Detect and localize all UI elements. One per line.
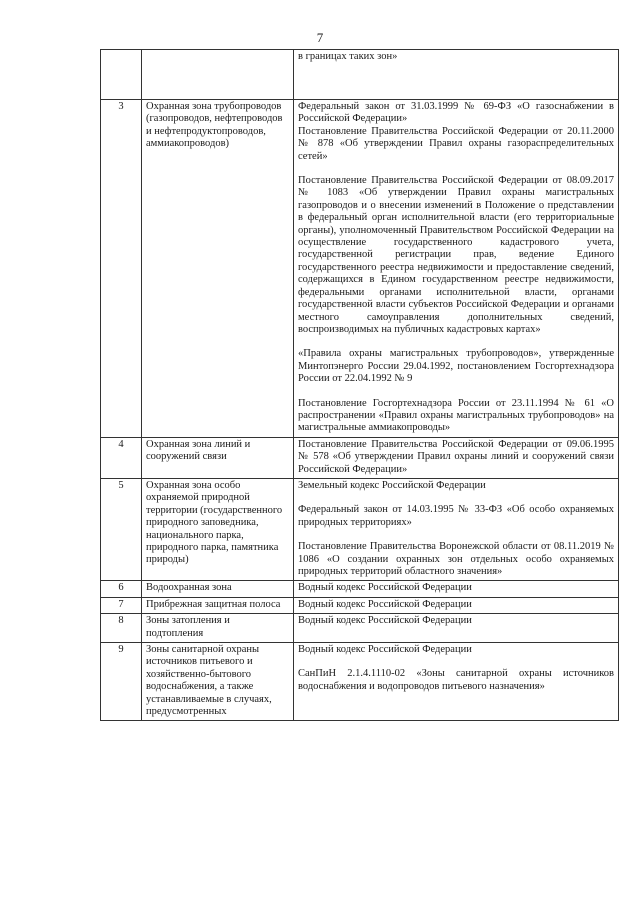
row-number: 6 — [101, 581, 142, 597]
row-number: 4 — [101, 437, 142, 478]
row-number: 7 — [101, 597, 142, 613]
legal-docs — [294, 50, 619, 100]
table-row — [101, 100, 619, 438]
legal-docs — [294, 643, 619, 721]
zone-name: Прибрежная защитная полоса — [142, 597, 294, 613]
legal-doc: Водный кодекс Российской Федерации — [298, 598, 472, 610]
table-row — [101, 597, 619, 613]
zone-name: Водоохранная зона — [142, 581, 294, 597]
legal-docs — [294, 597, 619, 613]
legal-docs — [294, 100, 619, 438]
row-number: 3 — [101, 100, 142, 438]
legal-doc: Постановление Правительства Российской Федерации от 20.11.2000 № 878 «Об утверждении Правил охраны газораспределительных сетей» — [298, 125, 614, 162]
legal-docs — [294, 478, 619, 580]
row-number: 9 — [101, 643, 142, 721]
zone-name: Зоны затопления и подтопления — [142, 614, 294, 643]
table-row — [101, 437, 619, 478]
legal-doc: Водный кодекс Российской Федерации — [298, 615, 472, 627]
row-number: 8 — [101, 614, 142, 643]
row-number — [101, 50, 142, 100]
zone-name: Зоны санитарной охраны источников питьевого и хозяйственно-бытового водоснабжения, а также устанавливаемые в случаях, предусмотренных — [142, 643, 294, 721]
table-row — [101, 581, 619, 597]
page-number: 7 — [316, 30, 324, 45]
legal-doc: Постановление Госгортехнадзора России от 23.11.1994 № 61 «О распространении «Правил охраны магистральных трубопроводов» на магистральные аммиакопроводы» — [298, 397, 614, 434]
zones-table — [100, 49, 619, 721]
legal-doc: Федеральный закон от 14.03.1995 № 33-ФЗ «Об особо охраняемых природных территориях» — [298, 504, 614, 528]
legal-doc: Водный кодекс Российской Федерации — [298, 644, 472, 656]
legal-doc: Федеральный закон от 31.03.1999 № 69-ФЗ «О газоснабжении в Российской Федерации» — [298, 101, 614, 125]
legal-doc: СанПиН 2.1.4.1110-02 «Зоны санитарной охраны источников водоснабжения и водопроводов питьевого назначения» — [298, 668, 614, 692]
row-number: 5 — [101, 478, 142, 580]
legal-doc: Постановление Правительства Воронежской области от 08.11.2019 № 1086 «О создании охранных зон отдельных особо охраняемых природных территорий областного значения» — [298, 541, 614, 577]
legal-doc: Постановление Правительства Российской Федерации от 09.06.1995 № 578 «Об утверждении Правил охраны линий и сооружений связи Российской Федерации» — [298, 438, 614, 475]
zone-name — [142, 50, 294, 100]
zone-name: Охранная зона особо охраняемой природной территории (государственного природного заповедника, национального парка, природного парка, памятника природы) — [142, 478, 294, 580]
zone-name: Охранная зона трубопроводов (газопроводов, нефтепроводов и нефтепродуктопроводов, аммиакопроводов) — [142, 100, 294, 438]
legal-docs — [294, 581, 619, 597]
legal-doc: Земельный кодекс Российской Федерации — [298, 479, 486, 491]
legal-docs — [294, 614, 619, 643]
table-row — [101, 478, 619, 580]
table-row — [101, 614, 619, 643]
zone-name: Охранная зона линий и сооружений связи — [142, 437, 294, 478]
table-row — [101, 50, 619, 100]
table-row — [101, 643, 619, 721]
legal-doc: Водный кодекс Российской Федерации — [298, 582, 472, 594]
legal-doc: «Правила охраны магистральных трубопроводов», утвержденные Минтопэнерго России 29.04.1992, постановлением Госгортехнадзора России от 22.04.1992 № 9 — [298, 348, 614, 385]
legal-doc: Постановление Правительства Российской Федерации от 08.09.2017 № 1083 «Об утверждении Правил охраны магистральных газопроводов и о внесении изменений в Положение о представлении в федеральный орган исполнительной власти (его территориальные органы), уполномоченный Правительством Российской Федерации на осуществление государственного кадастрового учета, государственной регистрации прав, ведение Единого государственного реестра недвижимости и предоставление сведений, содержащихся в Едином государственном реестре недвижимости, федеральными органами исполнительной власти, органами государственной власти субъектов Российской Федерации и органами местного самоуправления дополнительных сведений, воспроизводимых на публичных кадастровых картах» — [298, 175, 614, 335]
legal-doc: в границах таких зон» — [298, 51, 398, 62]
legal-docs — [294, 437, 619, 478]
